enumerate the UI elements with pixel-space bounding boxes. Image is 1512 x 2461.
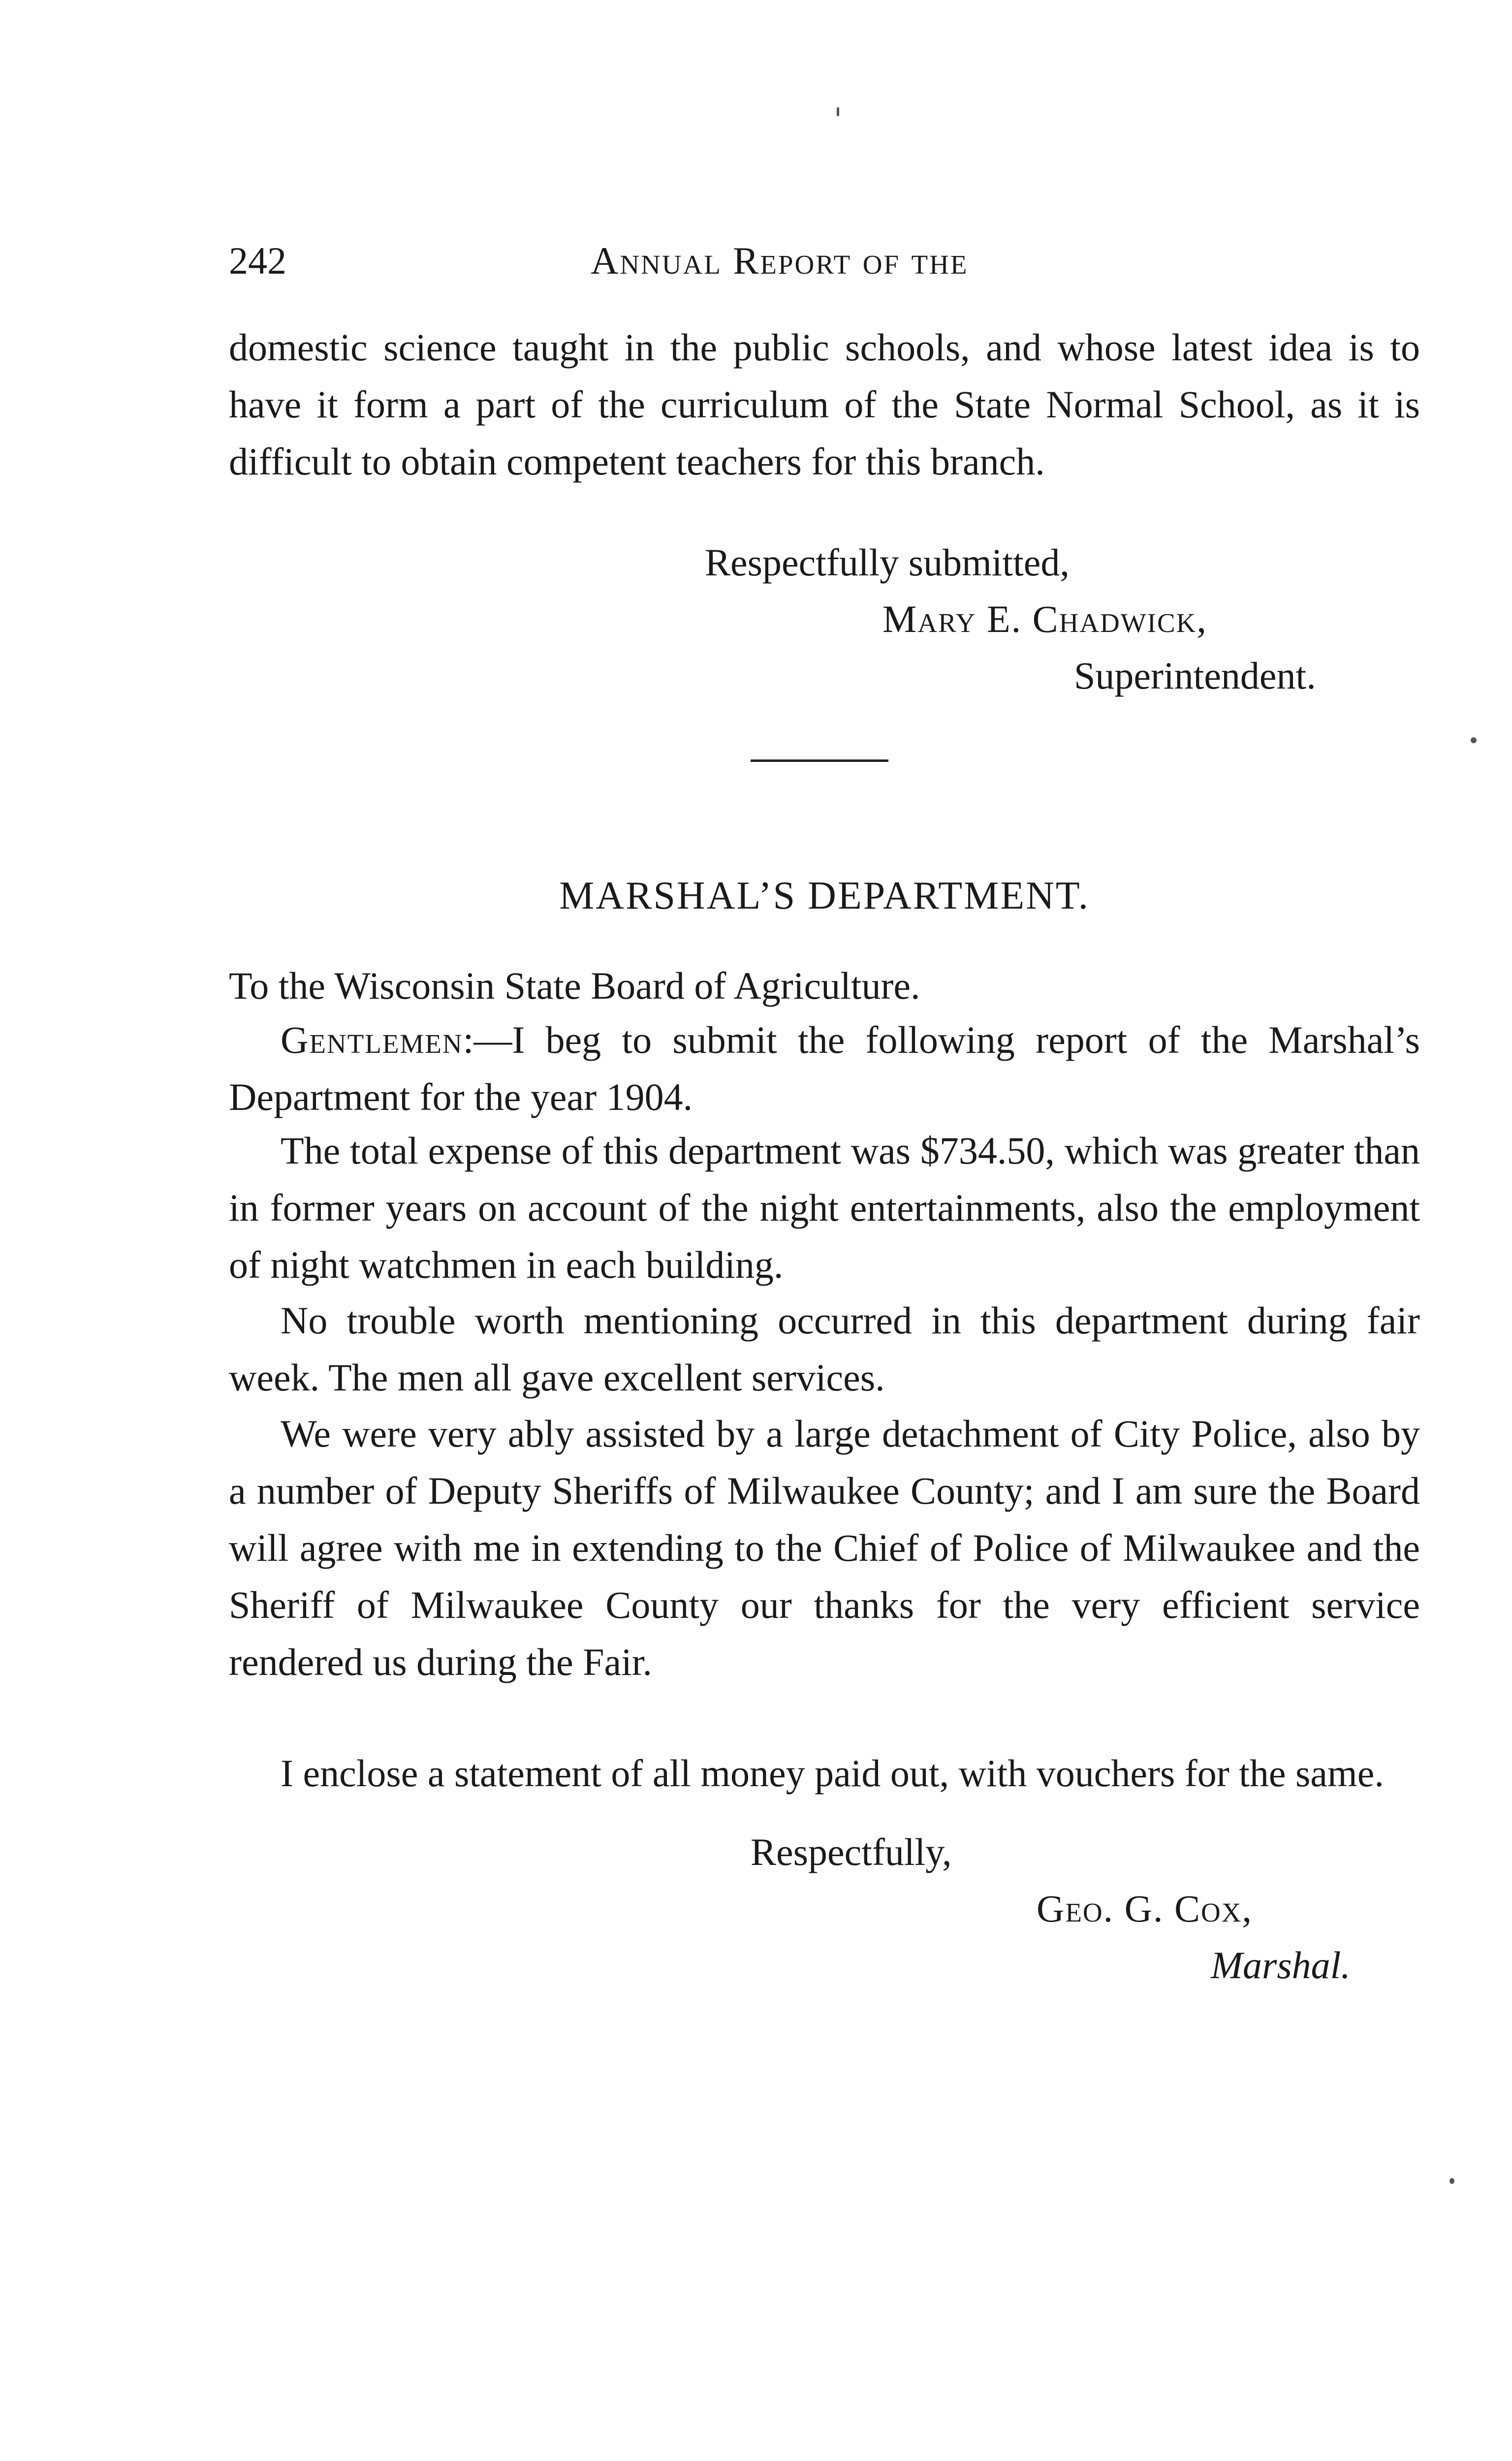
salutation-punctuation: :— bbox=[463, 1018, 512, 1061]
paragraph-trouble: No trouble worth mentioning occurred in this department during fair week. The men all gave excellent services. bbox=[229, 1299, 1420, 1399]
signature-closing: Respectfully submitted, bbox=[705, 541, 1070, 584]
signature-closing: Respectfully, bbox=[751, 1830, 952, 1873]
paragraph-assisted: We were very ably assisted by a large detachment of City Police, also by a number of Deputy Sheriffs of Milwaukee County; and I am sure the Board will agree with me in extending to the Chief of Police of Milwaukee and the Sheriff of Milwaukee County our thanks for the very efficient service rendered us during the Fair. bbox=[229, 1412, 1420, 1683]
section-divider bbox=[751, 759, 888, 762]
section-heading: MARSHAL’S DEPARTMENT. bbox=[559, 874, 1090, 917]
letter-address: To the Wisconsin State Board of Agriculture. bbox=[229, 964, 920, 1007]
intro-paragraph: domestic science taught in the public schools, and whose latest idea is to have it form a part of the curriculum of the State Normal School, as it is difficult to obtain competent teachers for this branch. bbox=[229, 326, 1420, 483]
paragraph-enclose: I enclose a statement of all money paid out, with vouchers for the same. bbox=[281, 1752, 1384, 1795]
running-title: Annual Report of the bbox=[591, 239, 969, 282]
print-speck bbox=[1449, 2178, 1454, 2184]
signature-title: Marshal. bbox=[1211, 1944, 1351, 1987]
page-number: 242 bbox=[229, 239, 286, 282]
signature-name: Geo. G. Cox, bbox=[1037, 1887, 1253, 1930]
paragraph-text: I beg to submit the following report of the Marshal’s Department for the year 1904. bbox=[229, 1018, 1420, 1118]
running-head bbox=[229, 231, 1420, 290]
salutation: Gentlemen bbox=[281, 1018, 463, 1061]
paragraph-expense: The total expense of this department was $734.50, which was greater than in former years on account of the night entertainments, also the employment of night watchmen in each building. bbox=[229, 1129, 1420, 1286]
paragraph-gentlemen bbox=[229, 1011, 1420, 1126]
signature-name: Mary E. Chadwick, bbox=[882, 598, 1207, 640]
print-speck bbox=[1471, 737, 1477, 743]
signature-title: Superintendent. bbox=[1074, 654, 1316, 697]
print-speck bbox=[837, 107, 839, 116]
